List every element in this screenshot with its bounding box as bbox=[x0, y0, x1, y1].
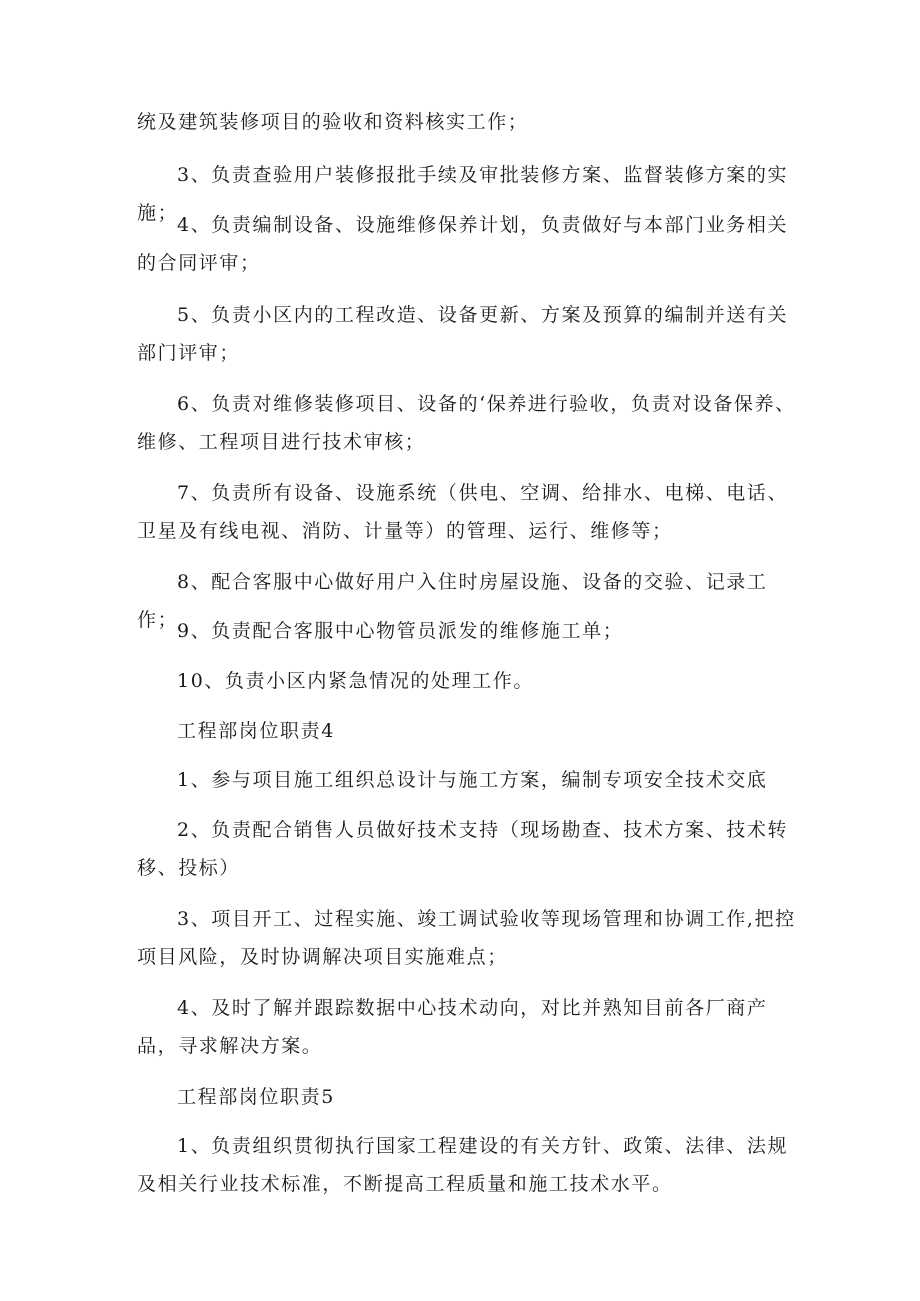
section-heading-4: 工程部岗位职责4 bbox=[177, 720, 335, 742]
paragraph-item-8: 8、配合客服中心做好用户入住时房屋设施、设备的交验、记录工作； bbox=[137, 571, 768, 631]
section-heading-5: 工程部岗位职责5 bbox=[177, 1086, 335, 1108]
paragraph-item-7: 7、负责所有设备、设施系统（供电、空调、给排水、电梯、电话、卫星及有线电视、消防、计量等）的管理、运行、维修等； bbox=[137, 482, 789, 542]
section-4-item-4: 4、及时了解并跟踪数据中心技术动向，对比并熟知目前各厂商产品，寻求解决方案。 bbox=[137, 997, 768, 1057]
section-4-item-3: 3、项目开工、过程实施、竣工调试验收等现场管理和协调工作,把控项目风险，及时协调解决项目实施难点； bbox=[137, 908, 796, 968]
paragraph-item-5: 5、负责小区内的工程改造、设备更新、方案及预算的编制并送有关部门评审； bbox=[137, 304, 789, 364]
paragraph-item-10: 10、负责小区内紧急情况的处理工作。 bbox=[177, 670, 534, 692]
paragraph-item-3: 3、负责查验用户装修报批手续及审批装修方案、监督装修方案的实施； bbox=[137, 164, 789, 224]
section-4-item-2: 2、负责配合销售人员做好技术支持（现场勘查、技术方案、技术转移、投标） bbox=[137, 819, 789, 879]
paragraph-item-4: 4、负责编制设备、设施维修保养计划，负责做好与本部门业务相关的合同评审； bbox=[137, 214, 789, 274]
paragraph-item-6: 6、负责对维修装修项目、设备的‘保养进行验收，负责对设备保养、维修、工程项目进行技术审核； bbox=[137, 393, 796, 453]
paragraph-item-9: 9、负责配合客服中心物管员派发的维修施工单； bbox=[177, 620, 624, 642]
section-5-item-1: 1、负责组织贯彻执行国家工程建设的有关方针、政策、法律、法规及相关行业技术标准，不断提高工程质量和施工技术水平。 bbox=[137, 1135, 789, 1195]
paragraph-continued: 统及建筑装修项目的验收和资料核实工作； bbox=[137, 111, 529, 133]
section-4-item-1: 1、参与项目施工组织总设计与施工方案，编制专项安全技术交底 bbox=[177, 769, 768, 791]
